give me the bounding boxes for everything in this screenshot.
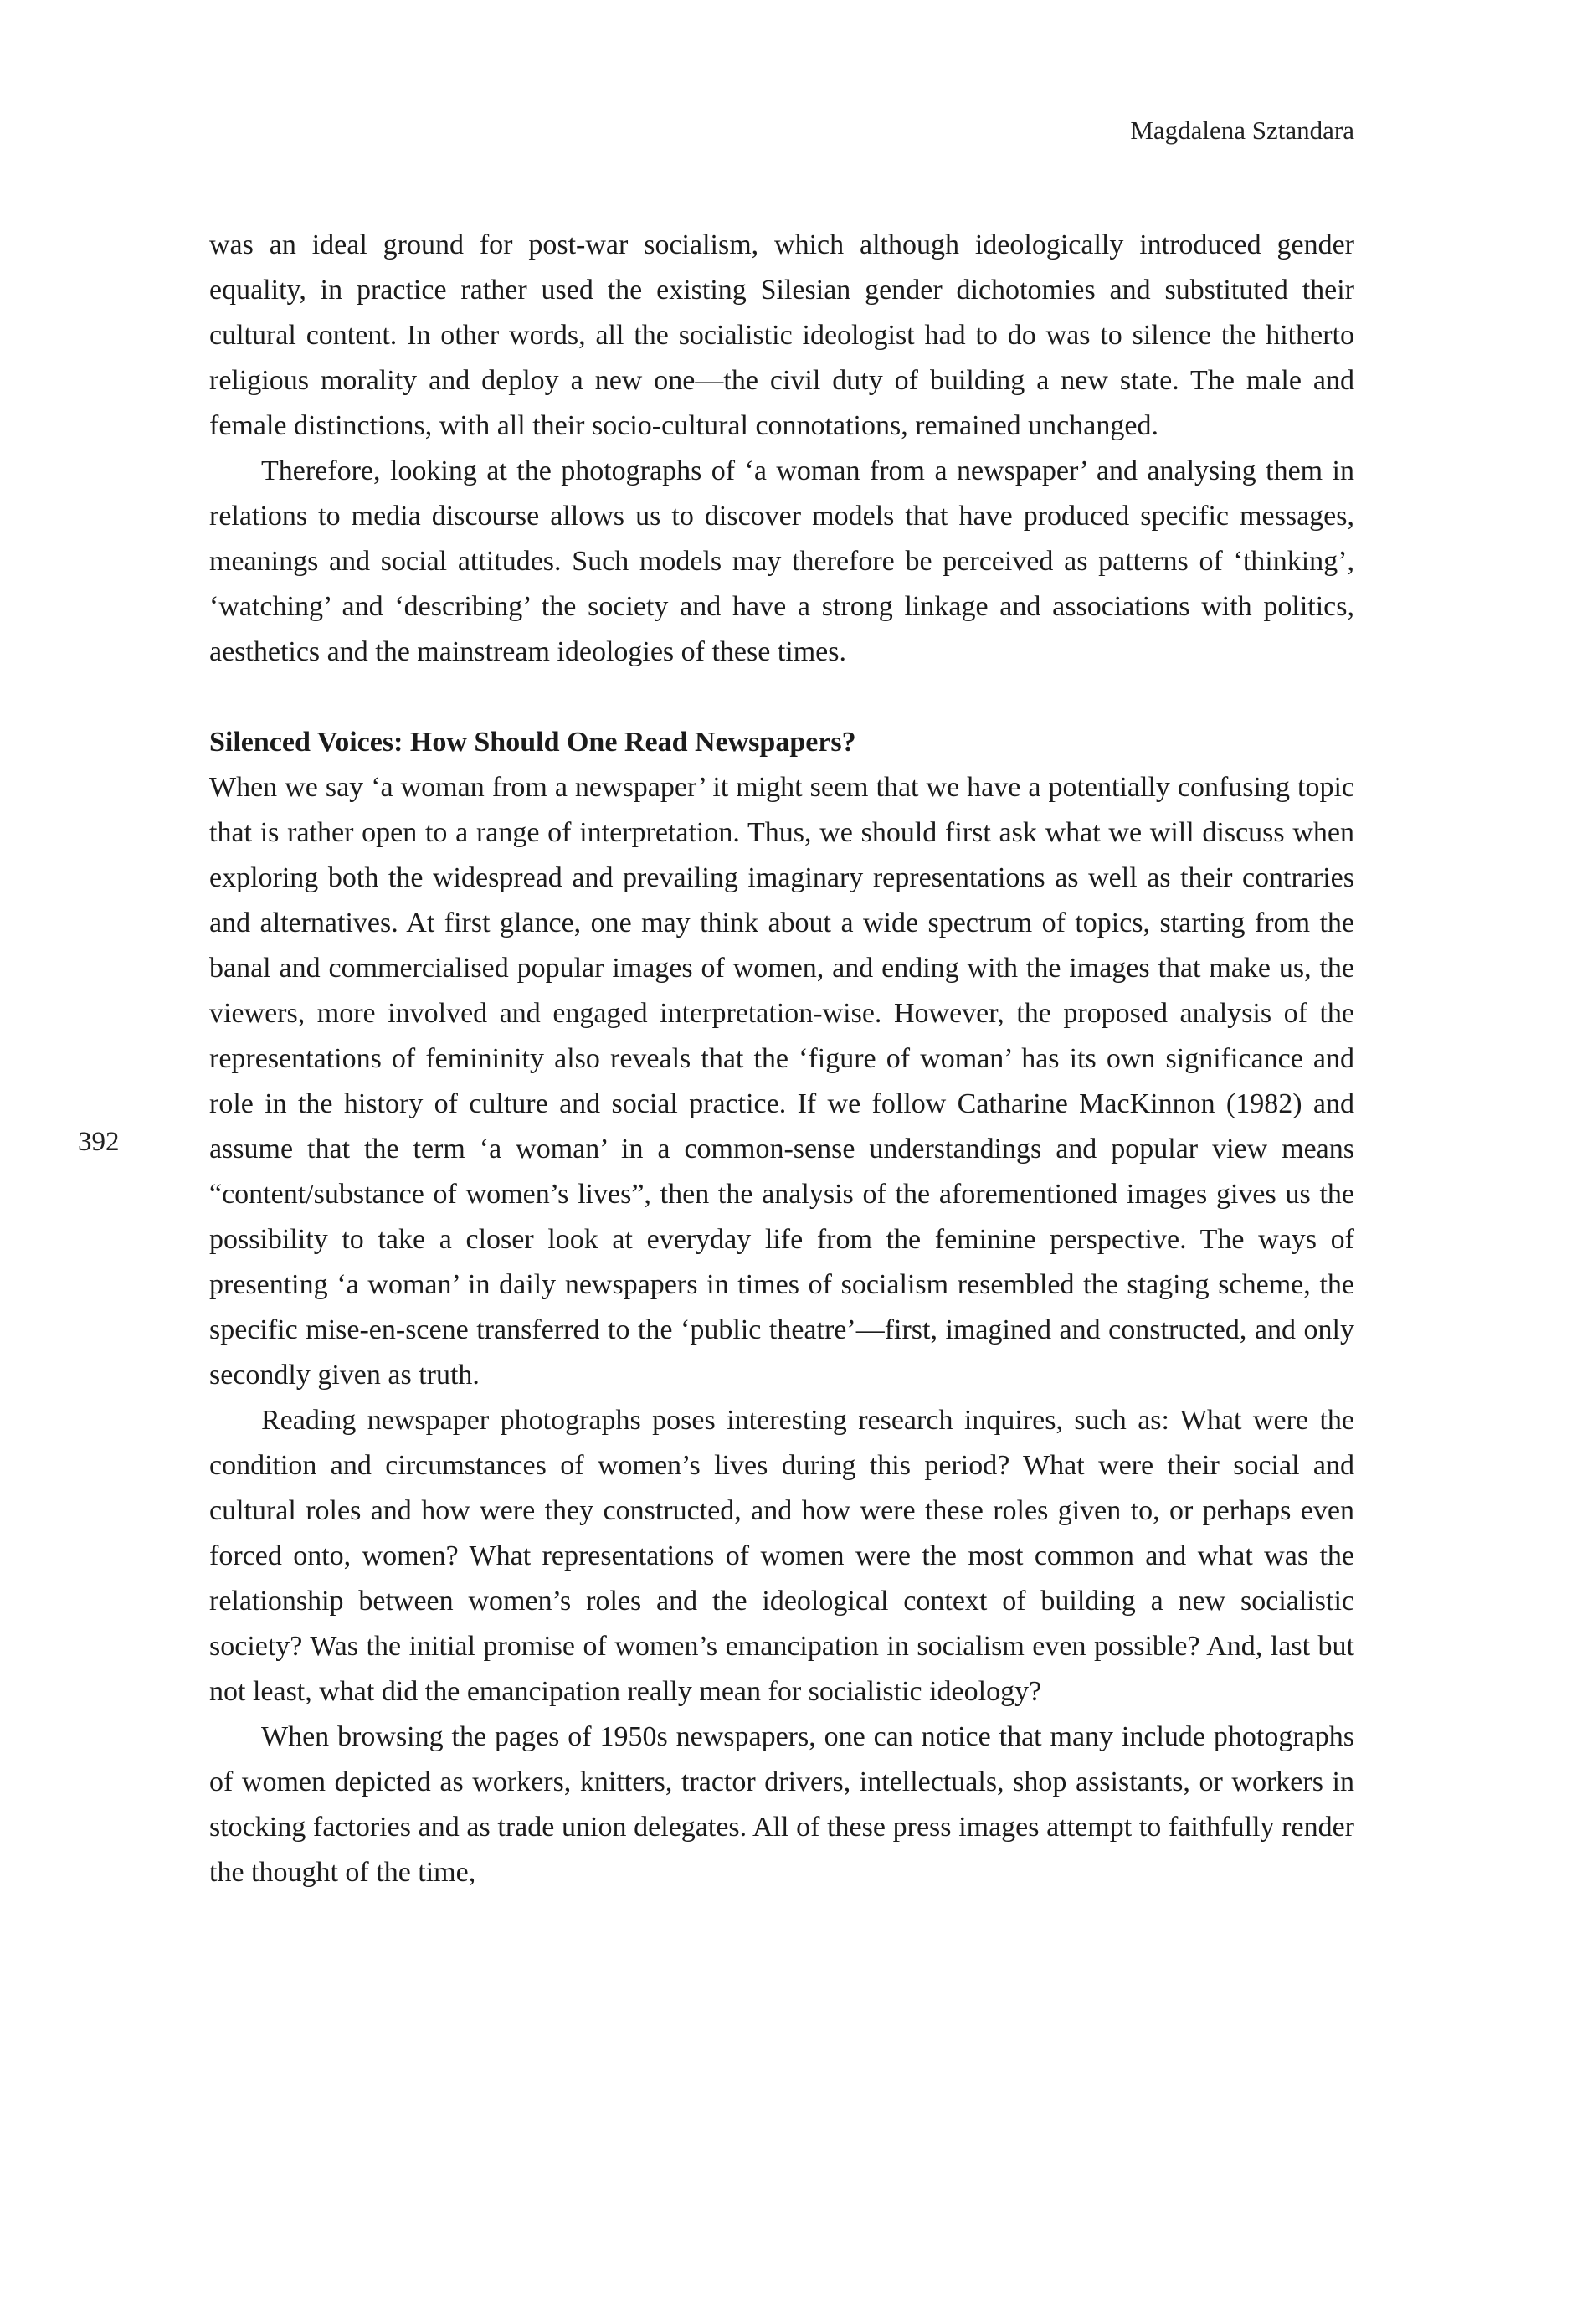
body-paragraph: Reading newspaper photographs poses interesting research inquires, such as: What were the condition and circumstances of women’s lives during this period? What were their social and cultural roles and how were they constructed, and how were these roles given to, or perhaps even forced onto, women? What representations of women were the most common and what was the relationship between women’s roles and the ideological context of building a new socialistic society? Was the initial promise of women’s emancipation in socialism even possible? And, last but not least, what did the emancipation really mean for socialistic ideology? xyxy=(209,1405,1354,1707)
body-paragraph: Therefore, looking at the photographs of ‘a woman from a newspaper’ and analysing them in relations to media discourse allows us to discover models that have produced specific messages, meanings and social attitudes. Such models may therefore be perceived as patterns of ‘thinking’, ‘watching’ and ‘describing’ the society and have a strong linkage and associations with politics, aesthetics and the mainstream ideologies of these times. xyxy=(209,455,1354,667)
running-header-author: Magdalena Sztandara xyxy=(1130,116,1354,145)
body-paragraph: was an ideal ground for post-war socialism, which although ideologically introduced gender equality, in practice rather used the existing Silesian gender dichotomies and substituted their cultural content. In other words, all the socialistic ideologist had to do was to silence the hitherto religious morality and deploy a new one—the civil duty of building a new state. The male and female distinctions, with all their socio-cultural connotations, remained unchanged. xyxy=(209,229,1354,441)
body-paragraph: When browsing the pages of 1950s newspapers, one can notice that many include photographs of women depicted as workers, knitters, tractor drivers, intellectuals, shop assistants, or workers in stocking factories and as trade union delegates. All of these press images attempt to faithfully render the thought of the time, xyxy=(209,1721,1354,1888)
page-number: 392 xyxy=(78,1127,120,1157)
section-heading: Silenced Voices: How Should One Read Newspapers? xyxy=(209,727,856,758)
body-paragraph: When we say ‘a woman from a newspaper’ it might seem that we have a potentially confusing topic that is rather open to a range of interpretation. Thus, we should first ask what we will discuss when exploring both the widespread and prevailing imaginary representations as well as their contraries and alternatives. At first glance, one may think about a wide spectrum of topics, starting from the banal and commercialised popular images of women, and ending with the images that make us, the viewers, more involved and engaged interpretation-wise. However, the proposed analysis of the representations of femininity also reveals that the ‘figure of woman’ has its own significance and role in the history of culture and social practice. If we follow Catharine MacKinnon (1982) and assume that the term ‘a woman’ in a common-sense understandings and popular view means “content/substance of women’s lives”, then the analysis of the aforementioned images gives us the possibility to take a closer look at everyday life from the feminine perspective. The ways of presenting ‘a woman’ in daily newspapers in times of socialism resembled the staging scheme, the specific mise-en-scene transferred to the ‘public theatre’—first, imagined and constructed, and only secondly given as truth. xyxy=(209,772,1354,1391)
text-column xyxy=(209,223,1354,1895)
